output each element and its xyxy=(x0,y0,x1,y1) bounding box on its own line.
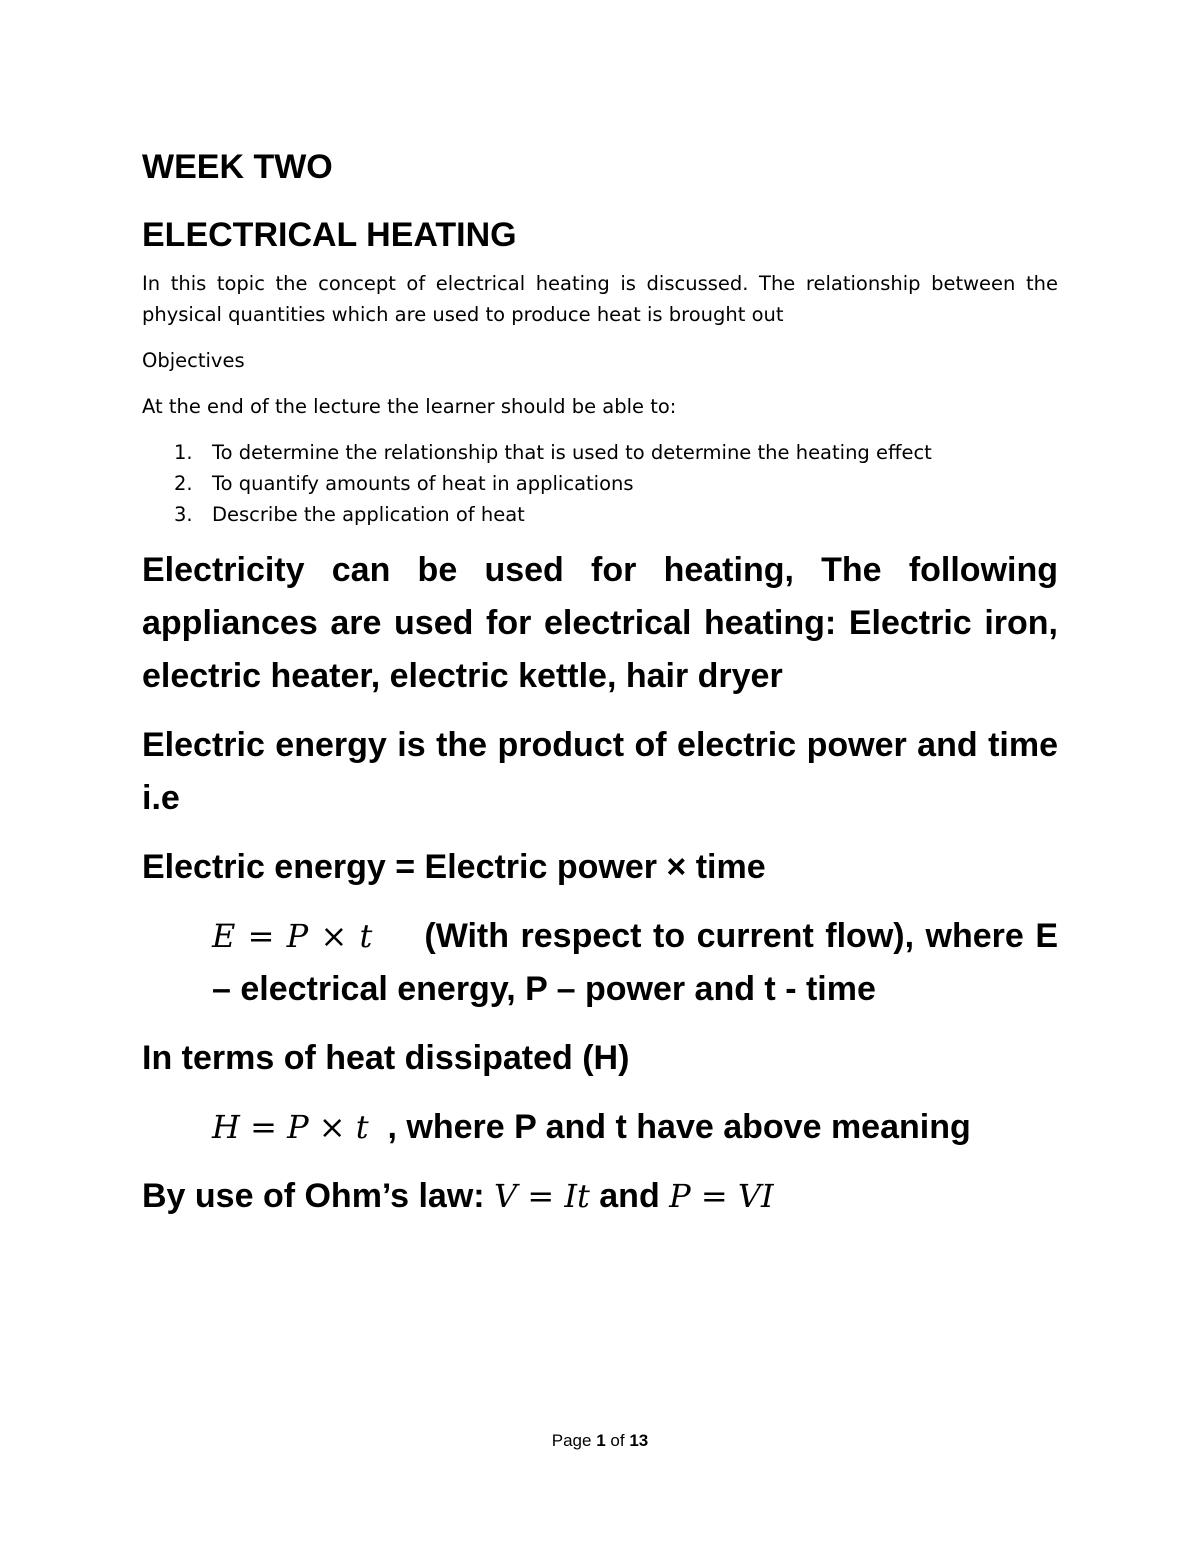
list-text: To quantify amounts of heat in applications xyxy=(212,472,634,495)
heat-equation-paragraph xyxy=(142,1101,1058,1154)
list-item xyxy=(142,499,1058,530)
heat-formula-explanation: , where P and t have above meaning xyxy=(387,1108,971,1146)
formula-symbol-p: P xyxy=(286,917,309,955)
heat-formula xyxy=(212,1108,369,1146)
ohms-law-lead: By use of Ohm’s law: xyxy=(142,1177,485,1215)
heat-formula-wrap xyxy=(142,1108,369,1146)
list-text: Describe the application of heat xyxy=(212,503,525,526)
formula-times: × xyxy=(320,917,348,955)
formula-equals: = xyxy=(247,917,275,955)
objectives-lead: At the end of the lecture the learner should be able to: xyxy=(142,395,677,418)
objectives-label: Objectives xyxy=(142,349,245,372)
appliances-paragraph: Electricity can be used for heating, The following appliances are used for electrical heating: Electric iron, electric heater, electric kettle, hair dryer xyxy=(142,551,1058,695)
heat-dissipated-heading: In terms of heat dissipated (H) xyxy=(142,1039,630,1077)
formula-equals: = xyxy=(250,1108,277,1146)
footer-page-word: Page xyxy=(551,1431,592,1450)
energy-formula-explanation: (With respect to current flow), where E – electrical energy, P – power and t - time xyxy=(212,917,1059,1008)
energy-equation-paragraph xyxy=(142,910,1058,1016)
page-content xyxy=(142,146,1058,1239)
formula-symbol-e: E xyxy=(212,917,236,955)
energy-formula xyxy=(212,917,372,955)
list-text: To determine the relationship that is used to determine the heating effect xyxy=(212,441,932,464)
footer-page-number: 1 xyxy=(596,1431,606,1450)
list-number: 2. xyxy=(174,472,193,495)
energy-definition-paragraph: Electric energy is the product of electric power and time i.e xyxy=(142,726,1058,817)
formula-symbol-h: H xyxy=(212,1108,240,1146)
ohms-law-and: and xyxy=(599,1177,660,1215)
formula-symbol-p: P xyxy=(287,1108,309,1146)
intro-paragraph: In this topic the concept of electrical heating is discussed. The relationship between the physical quantities which are used to produce heat is brought out xyxy=(142,272,1058,326)
list-number: 3. xyxy=(174,503,193,526)
ohms-law-paragraph xyxy=(142,1170,1058,1223)
formula-times: × xyxy=(318,1108,346,1146)
ohms-law-formula-1: V = It xyxy=(494,1177,590,1215)
formula-symbol-t: t xyxy=(359,917,373,955)
list-item xyxy=(142,437,1058,468)
power-formula: P = VI xyxy=(669,1177,774,1215)
energy-word-equation: Electric energy = Electric power × time xyxy=(142,848,766,886)
topic-heading: ELECTRICAL HEATING xyxy=(142,216,517,254)
objectives-list xyxy=(142,437,1058,530)
formula-symbol-t: t xyxy=(355,1108,369,1146)
page-footer xyxy=(0,1431,1200,1451)
footer-of-word: of xyxy=(610,1431,625,1450)
list-item xyxy=(142,468,1058,499)
footer-page-total: 13 xyxy=(629,1431,649,1450)
list-number: 1. xyxy=(174,441,193,464)
week-heading: WEEK TWO xyxy=(142,148,333,186)
